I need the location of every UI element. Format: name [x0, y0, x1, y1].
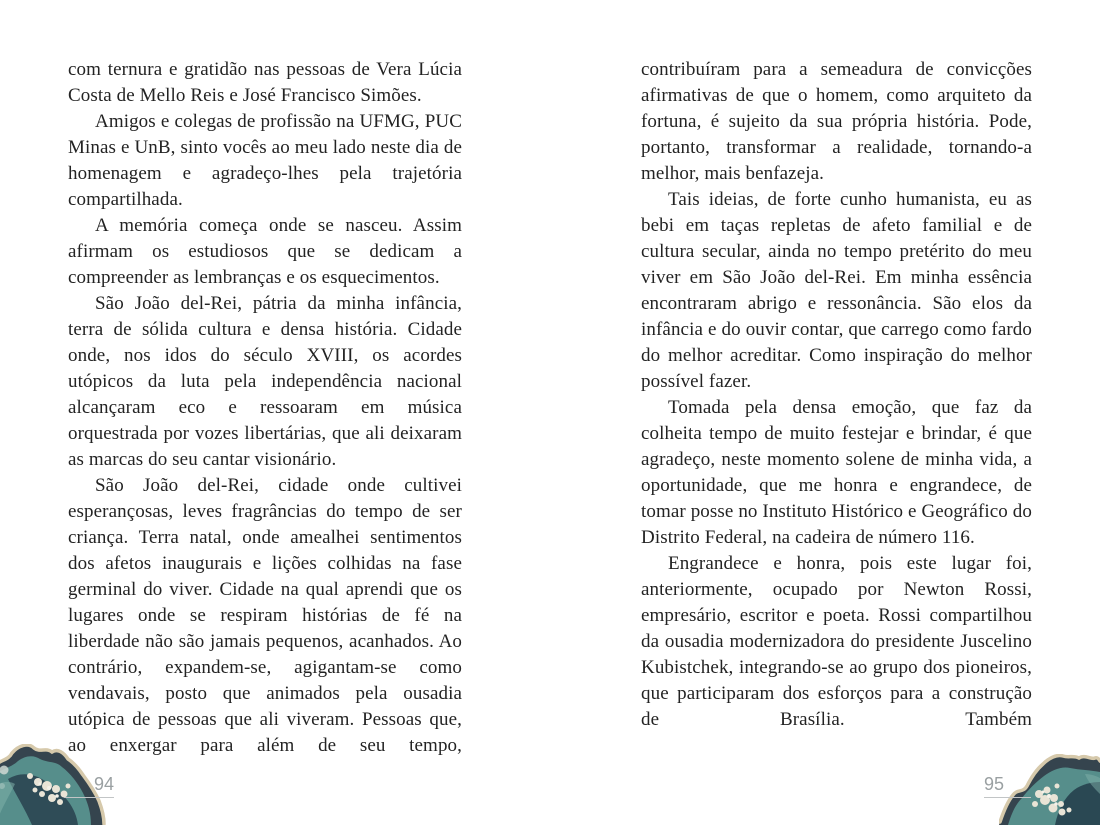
paragraph: com ternura e gratidão nas pessoas de Vera Lúcia Costa de Mello Reis e José Francisco Simões. [68, 59, 462, 106]
page-number-left [64, 774, 114, 798]
paragraph: A memória começa onde se nasceu. Assim afirmam os estudiosos que se dedicam a compreender as lembranças e os esquecimentos. [68, 215, 462, 288]
paragraph: Amigos e colegas de profissão na UFMG, PUC Minas e UnB, sinto vocês ao meu lado neste dia de homenagem e agradeço-lhes pela trajetória compartilhada. [68, 111, 462, 210]
paragraph: Engrandece e honra, pois este lugar foi, anteriormente, ocupado por Newton Rossi, empresário, escritor e poeta. Rossi compartilhou da ousadia modernizadora do presidente Juscelino Kubistchek, integrando-se ao grupo dos pioneiros, que participaram dos esforços para a construção de Brasília. Também [641, 553, 1032, 730]
page-right-text-block [641, 57, 1032, 733]
paragraph: contribuíram para a semeadura de convicções afirmativas de que o homem, como arquiteto da fortuna, é sujeito da sua própria história. Pode, portanto, transformar a realidade, tornando-a melhor, mais benfazeja. [641, 59, 1032, 184]
paragraph: São João del-Rei, pátria da minha infância, terra de sólida cultura e densa história. Cidade onde, nos idos do século XVIII, os acordes utópicos da luta pela independência nacional alcançaram eco e ressoaram em música orquestrada por vozes libertárias, que ali deixaram as marcas do seu cantar visionário. [68, 293, 462, 470]
page-number-right [984, 774, 1031, 798]
paragraph: Tomada pela densa emoção, que faz da colheita tempo de muito festejar e brindar, é que agradeço, neste momento solene de minha vida, a oportunidade, que me honra e engrandece, de tomar posse no Instituto Histórico e Geográfico do Distrito Federal, na cadeira de número 116. [641, 397, 1032, 548]
page-number-label: 94 [93, 774, 114, 794]
page-left-text-block [68, 57, 462, 759]
paragraph: São João del-Rei, cidade onde cultivei esperançosas, leves fragrâncias do tempo de ser criança. Terra natal, onde amealhei sentimentos dos afetos inaugurais e lições colhidas na fase germinal do viver. Cidade na qual aprendi que os lugares onde se respiram histórias de fé na liberdade não são jamais pequenos, acanhados. Ao contrário, expandem-se, agigantam-se como vendavais, posto que animados pela ousadia utópica de pessoas que ali viveram. Pessoas que, ao enxergar para além de seu tempo, [68, 475, 462, 756]
page-number-label: 95 [984, 774, 1005, 794]
paragraph: Tais ideias, de forte cunho humanista, eu as bebi em taças repletas de afeto familial e de cultura secular, ainda no tempo pretérito do meu viver em São João del-Rei. Em minha essência encontraram abrigo e ressonância. São elos da infância e do ouvir contar, que carrego como fardo do melhor acreditar. Como inspiração do melhor possível fazer. [641, 189, 1032, 392]
